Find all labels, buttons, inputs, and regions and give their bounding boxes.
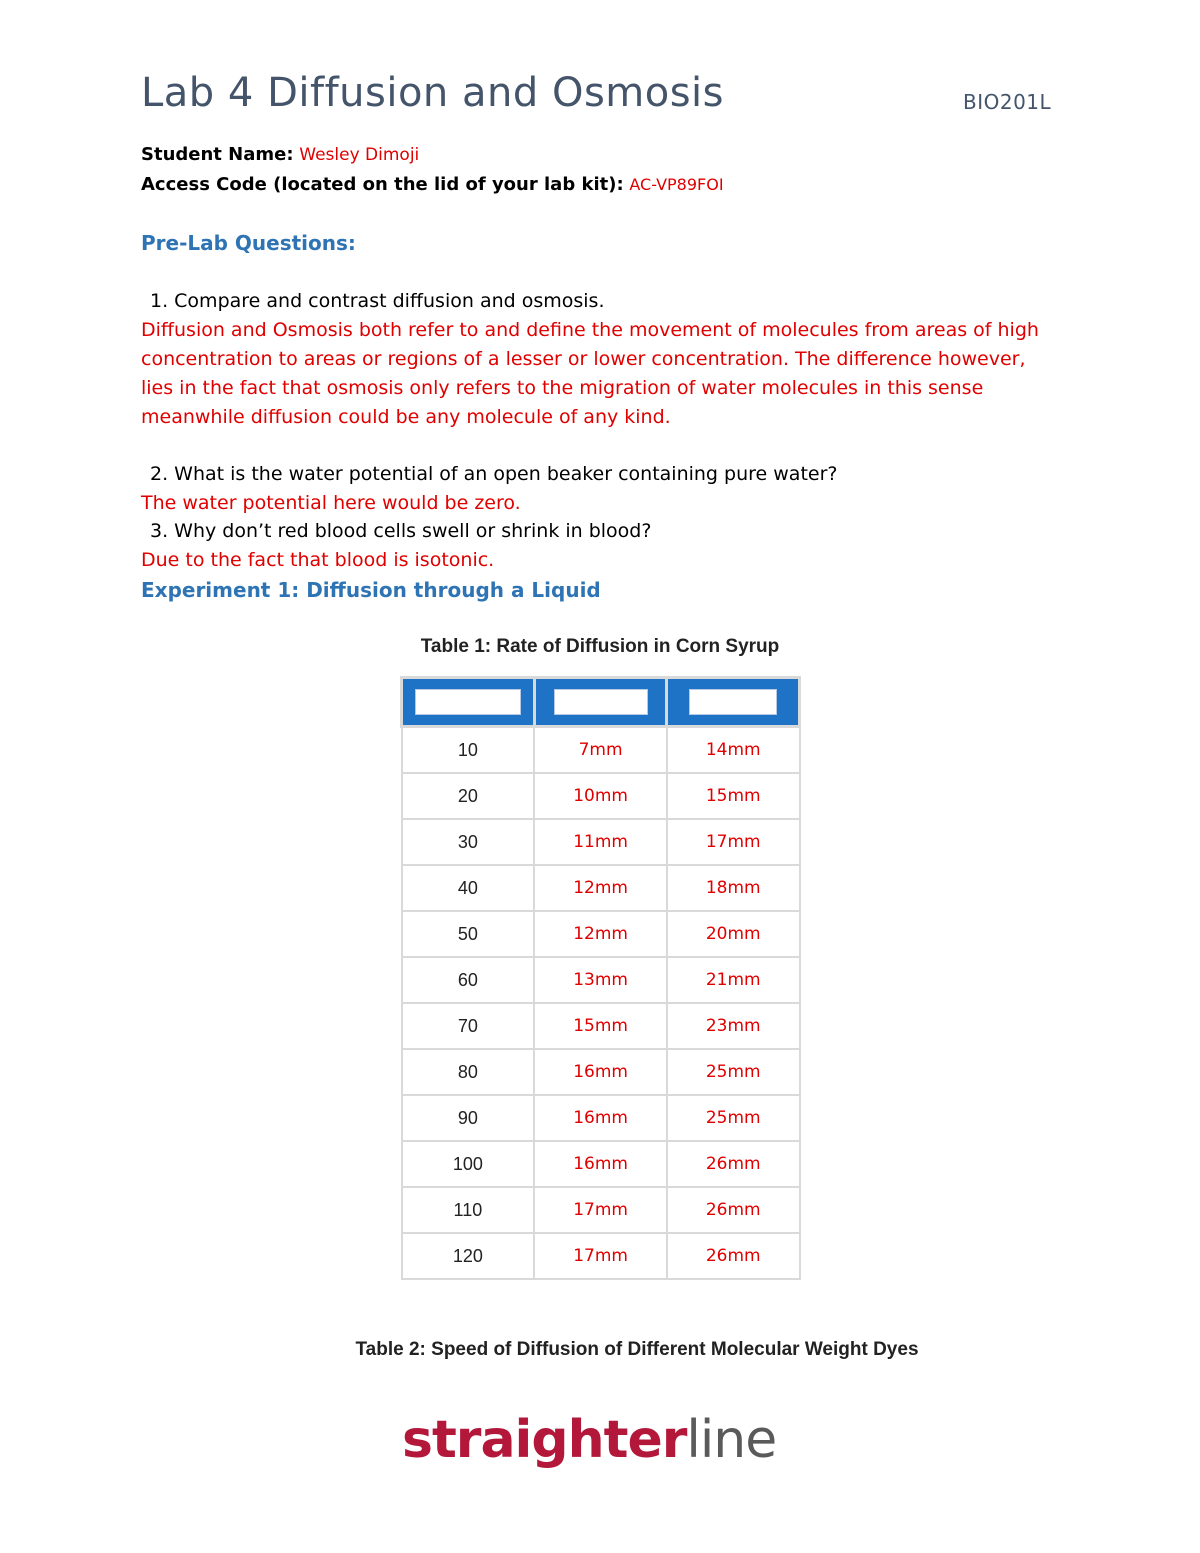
answer-1 bbox=[141, 316, 1061, 432]
table-row bbox=[402, 957, 800, 1003]
time-cell: 80 bbox=[402, 1049, 535, 1095]
access-code-line bbox=[141, 174, 724, 195]
distance-a-cell: 16mm bbox=[534, 1095, 667, 1141]
table-row bbox=[402, 1187, 800, 1233]
experiment-1-heading: Experiment 1: Diffusion through a Liquid bbox=[141, 578, 601, 602]
time-cell: 110 bbox=[402, 1187, 535, 1233]
access-code-value: AC-VP89FOI bbox=[629, 175, 724, 194]
table-row bbox=[402, 727, 800, 774]
table-row bbox=[402, 1233, 800, 1279]
question-2: 2. What is the water potential of an open beaker containing pure water? bbox=[150, 463, 838, 485]
distance-b-cell: 17mm bbox=[667, 819, 800, 865]
distance-a-cell: 11mm bbox=[534, 819, 667, 865]
time-cell: 100 bbox=[402, 1141, 535, 1187]
time-cell: 30 bbox=[402, 819, 535, 865]
distance-b-cell: 15mm bbox=[667, 773, 800, 819]
distance-a-cell: 7mm bbox=[534, 727, 667, 774]
table-header-cell bbox=[667, 678, 800, 727]
table-1-caption: Table 1: Rate of Diffusion in Corn Syrup bbox=[420, 636, 780, 657]
distance-b-cell: 26mm bbox=[667, 1187, 800, 1233]
answer-1-line: concentration to areas or regions of a lesser or lower concentration. The difference however, bbox=[141, 348, 1026, 370]
distance-a-cell: 16mm bbox=[534, 1049, 667, 1095]
distance-b-cell: 26mm bbox=[667, 1141, 800, 1187]
distance-b-cell: 25mm bbox=[667, 1095, 800, 1141]
table-row bbox=[402, 1141, 800, 1187]
time-cell: 90 bbox=[402, 1095, 535, 1141]
distance-a-cell: 16mm bbox=[534, 1141, 667, 1187]
distance-b-cell: 20mm bbox=[667, 911, 800, 957]
table-row bbox=[402, 819, 800, 865]
distance-a-cell: 15mm bbox=[534, 1003, 667, 1049]
table-header-cell bbox=[402, 678, 535, 727]
distance-b-cell: 26mm bbox=[667, 1233, 800, 1279]
answer-3: Due to the fact that blood is isotonic. bbox=[141, 549, 495, 571]
table-row bbox=[402, 1049, 800, 1095]
time-cell: 120 bbox=[402, 1233, 535, 1279]
table-row bbox=[402, 773, 800, 819]
table-row bbox=[402, 1095, 800, 1141]
distance-a-cell: 17mm bbox=[534, 1187, 667, 1233]
student-name-value: Wesley Dimoji bbox=[299, 145, 420, 165]
table-row bbox=[402, 911, 800, 957]
time-cell: 60 bbox=[402, 957, 535, 1003]
logo-text-strong: straighter bbox=[402, 1410, 687, 1470]
student-name-label: Student Name: bbox=[141, 144, 294, 165]
distance-a-cell: 13mm bbox=[534, 957, 667, 1003]
distance-a-cell: 17mm bbox=[534, 1233, 667, 1279]
question-3: 3. Why don’t red blood cells swell or shrink in blood? bbox=[150, 520, 652, 542]
distance-b-cell: 21mm bbox=[667, 957, 800, 1003]
time-cell: 40 bbox=[402, 865, 535, 911]
answer-1-line: Diffusion and Osmosis both refer to and define the movement of molecules from areas of high bbox=[141, 319, 1039, 341]
time-cell: 70 bbox=[402, 1003, 535, 1049]
table-1 bbox=[400, 676, 801, 1280]
distance-b-cell: 23mm bbox=[667, 1003, 800, 1049]
answer-1-line: meanwhile diffusion could be any molecule of any kind. bbox=[141, 406, 671, 428]
distance-b-cell: 25mm bbox=[667, 1049, 800, 1095]
table-2-caption: Table 2: Speed of Diffusion of Different Molecular Weight Dyes bbox=[355, 1339, 919, 1360]
straighterline-logo bbox=[402, 1410, 776, 1470]
distance-b-cell: 18mm bbox=[667, 865, 800, 911]
page-title: Lab 4 Diffusion and Osmosis bbox=[141, 70, 725, 116]
answer-1-line: lies in the fact that osmosis only refers to the migration of water molecules in this sense bbox=[141, 377, 984, 399]
course-code: BIO201L bbox=[963, 90, 1052, 114]
distance-a-cell: 12mm bbox=[534, 865, 667, 911]
table-row bbox=[402, 865, 800, 911]
table-header-row bbox=[402, 678, 800, 727]
question-1: 1. Compare and contrast diffusion and osmosis. bbox=[150, 290, 605, 312]
time-cell: 50 bbox=[402, 911, 535, 957]
distance-a-cell: 10mm bbox=[534, 773, 667, 819]
time-cell: 20 bbox=[402, 773, 535, 819]
logo-text-light: line bbox=[686, 1410, 777, 1470]
table-row bbox=[402, 1003, 800, 1049]
distance-a-cell: 12mm bbox=[534, 911, 667, 957]
time-cell: 10 bbox=[402, 727, 535, 774]
table-header-cell bbox=[534, 678, 667, 727]
answer-2: The water potential here would be zero. bbox=[141, 492, 521, 514]
prelab-heading: Pre-Lab Questions: bbox=[141, 231, 356, 255]
distance-b-cell: 14mm bbox=[667, 727, 800, 774]
student-name-line bbox=[141, 144, 419, 165]
access-code-label: Access Code (located on the lid of your lab kit): bbox=[141, 174, 624, 195]
